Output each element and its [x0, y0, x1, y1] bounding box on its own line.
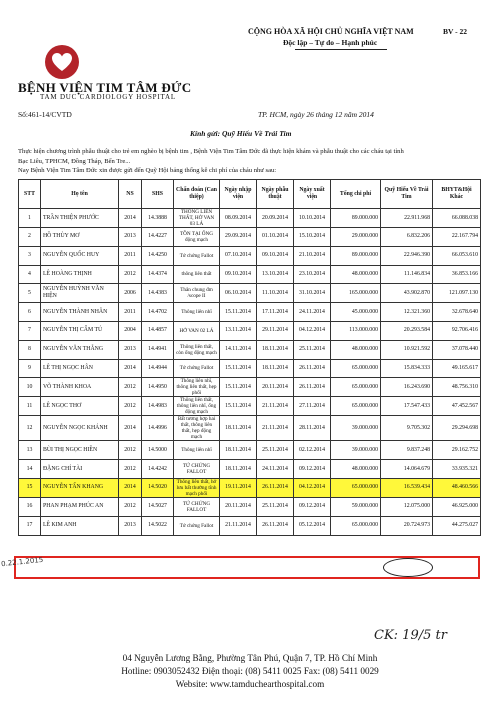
- cell-diagnosis: Thông liên nhĩ, thông liên thất, hẹp phổi: [174, 378, 220, 397]
- cell-insurance: 37.078.440: [433, 340, 481, 359]
- cell-shs: 14.3888: [142, 209, 174, 228]
- cell-insurance: 36.853.166: [433, 265, 481, 284]
- header-admit-date: Ngày nhập viện: [220, 180, 257, 209]
- cell-diagnosis: HỞ VAN 02 LÁ: [174, 321, 220, 340]
- cell-admit-date: 07.10.2014: [220, 246, 257, 265]
- cell-discharge-date: 04.12.2014: [294, 321, 331, 340]
- cell-name: LÊ THỊ NGỌC HÂN: [41, 359, 119, 378]
- table-row: [19, 246, 481, 265]
- cell-total-cost: 65.000.000: [331, 397, 381, 416]
- cell-name: NGUYỄN NGỌC KHÁNH: [41, 416, 119, 441]
- cell-surgery-date: 25.11.2014: [257, 497, 294, 516]
- cell-surgery-date: 18.11.2014: [257, 340, 294, 359]
- table-row: [19, 284, 481, 303]
- cell-insurance: 48.460.566: [433, 478, 481, 497]
- header-fund: Quỹ Hiếu Về Trái Tim: [381, 180, 433, 209]
- table-header-row: [19, 180, 481, 209]
- cell-stt: 14: [19, 460, 41, 479]
- greeting: Kính gửi: Quỹ Hiếu Về Trái Tim: [190, 129, 292, 138]
- cell-fund: 11.146.834: [381, 265, 433, 284]
- table-row: [19, 397, 481, 416]
- table-body: [19, 209, 481, 536]
- cell-diagnosis: Bất tương hợp hai thất, thông liên thất, hẹp động mạch: [174, 416, 220, 441]
- cell-shs: 14.4227: [142, 228, 174, 247]
- cell-discharge-date: 28.11.2014: [294, 416, 331, 441]
- cell-total-cost: 45.000.000: [331, 303, 381, 322]
- country-heading: CỘNG HÒA XÃ HỘI CHỦ NGHĨA VIỆT NAM: [248, 27, 414, 36]
- cell-discharge-date: 27.11.2014: [294, 397, 331, 416]
- intro-line: Thực hiện chương trình phẫu thuật cho trẻ em nghèo bị bệnh tim , Bệnh Viện Tim Tâm Đức đã thực hiện khám và phẫu thuật cho các cháu tại tỉnh: [18, 148, 404, 155]
- cell-insurance: 46.925.000: [433, 497, 481, 516]
- cell-total-cost: 113.000.000: [331, 321, 381, 340]
- cell-surgery-date: 25.11.2014: [257, 441, 294, 460]
- cell-stt: 2: [19, 228, 41, 247]
- handwritten-note: 0.22.1.2015: [0, 555, 44, 569]
- cell-name: NGUYỄN TẤN KHANG: [41, 478, 119, 497]
- cost-table: [18, 179, 481, 536]
- cell-surgery-date: 21.11.2014: [257, 416, 294, 441]
- cell-ns: 2014: [119, 209, 142, 228]
- cell-ns: 2012: [119, 441, 142, 460]
- header-diagnosis: Chẩn đoán (Can thiệp): [174, 180, 220, 209]
- cell-shs: 14.4857: [142, 321, 174, 340]
- cell-total-cost: 65.000.000: [331, 378, 381, 397]
- cell-shs: 14.4941: [142, 340, 174, 359]
- cell-ns: 2006: [119, 284, 142, 303]
- cell-insurance: 121.097.130: [433, 284, 481, 303]
- cell-fund: 15.834.333: [381, 359, 433, 378]
- cell-diagnosis: THÔNG LIÊN THẤT, HỞ VAN 03 LÁ: [174, 209, 220, 228]
- cell-diagnosis: thông liên thất: [174, 265, 220, 284]
- cell-name: TRẦN THIỆN PHƯỚC: [41, 209, 119, 228]
- cell-total-cost: 48.000.000: [331, 265, 381, 284]
- cell-stt: 3: [19, 246, 41, 265]
- cell-insurance: 66.088.038: [433, 209, 481, 228]
- footer-address: 04 Nguyễn Lương Bằng, Phường Tân Phú, Quận 7, TP. Hồ Chí Minh: [122, 653, 378, 663]
- cell-shs: 14.4250: [142, 246, 174, 265]
- cell-admit-date: 15.11.2014: [220, 378, 257, 397]
- cell-ns: 2012: [119, 397, 142, 416]
- cell-total-cost: 48.000.000: [331, 340, 381, 359]
- handwritten-signature: CK: 19/5 tr: [374, 628, 447, 643]
- cell-stt: 7: [19, 321, 41, 340]
- cell-surgery-date: 11.10.2014: [257, 284, 294, 303]
- cell-discharge-date: 09.12.2014: [294, 460, 331, 479]
- cell-fund: 10.921.592: [381, 340, 433, 359]
- cell-fund: 12.321.360: [381, 303, 433, 322]
- cell-admit-date: 21.11.2014: [220, 516, 257, 535]
- hospital-subtitle: TAM DUC CARDIOLOGY HOSPITAL: [40, 93, 176, 101]
- header-discharge-date: Ngày xuất viện: [294, 180, 331, 209]
- cell-discharge-date: 02.12.2014: [294, 441, 331, 460]
- cell-admit-date: 18.11.2014: [220, 416, 257, 441]
- cell-fund: 12.075.000: [381, 497, 433, 516]
- cell-surgery-date: 26.11.2014: [257, 516, 294, 535]
- cell-total-cost: 48.000.000: [331, 460, 381, 479]
- cell-stt: 4: [19, 265, 41, 284]
- footer: [0, 652, 500, 691]
- cell-fund: 9.705.302: [381, 416, 433, 441]
- cell-stt: 5: [19, 284, 41, 303]
- cell-stt: 12: [19, 416, 41, 441]
- cell-total-cost: 29.000.000: [331, 228, 381, 247]
- cell-ns: 2014: [119, 416, 142, 441]
- cell-name: VÕ THÀNH KHOA: [41, 378, 119, 397]
- cell-stt: 1: [19, 209, 41, 228]
- cell-diagnosis: Tứ chứng Fallot: [174, 516, 220, 535]
- cell-insurance: 49.165.617: [433, 359, 481, 378]
- cell-stt: 11: [19, 397, 41, 416]
- table-row: [19, 265, 481, 284]
- cell-fund: 16.243.690: [381, 378, 433, 397]
- cell-diagnosis: Thông liên nhĩ: [174, 441, 220, 460]
- intro-line: Nay Bệnh Viện Tim Tâm Đức xin được gửi đến Quỹ Hội bảng thống kê chi phí của cháu như sau:: [18, 167, 277, 175]
- cell-name: LÊ NGỌC THƠ: [41, 397, 119, 416]
- cell-name: PHAN PHẠM PHÚC AN: [41, 497, 119, 516]
- intro-line: Bạc Liêu, TPHCM, Đồng Tháp, Bến Tre...: [18, 157, 131, 165]
- cell-total-cost: 39.000.000: [331, 441, 381, 460]
- cell-admit-date: 29.09.2014: [220, 228, 257, 247]
- cell-total-cost: 65.000.000: [331, 359, 381, 378]
- cell-name: NGUYỄN THỊ CẨM TÚ: [41, 321, 119, 340]
- cell-surgery-date: 17.11.2014: [257, 303, 294, 322]
- table-row: [19, 303, 481, 322]
- cell-name: LÊ HOÀNG THỊNH: [41, 265, 119, 284]
- cell-admit-date: 14.11.2014: [220, 340, 257, 359]
- cell-stt: 6: [19, 303, 41, 322]
- cell-surgery-date: 20.11.2014: [257, 378, 294, 397]
- cell-total-cost: 39.000.000: [331, 416, 381, 441]
- cell-diagnosis: TỨ CHỨNG FALLOT: [174, 460, 220, 479]
- header-stt: STT: [19, 180, 41, 209]
- cell-diagnosis: Tứ chứng Fallot: [174, 359, 220, 378]
- cell-ns: 2013: [119, 228, 142, 247]
- cell-diagnosis: TỨ CHỨNG FALLOT: [174, 497, 220, 516]
- cell-admit-date: 08.09.2014: [220, 209, 257, 228]
- cell-discharge-date: 25.11.2014: [294, 340, 331, 359]
- cell-insurance: 66.053.610: [433, 246, 481, 265]
- cell-insurance: 48.756.310: [433, 378, 481, 397]
- cell-shs: 14.5020: [142, 478, 174, 497]
- table-row: [19, 228, 481, 247]
- intro-paragraph: [18, 147, 480, 176]
- cell-fund: 16.539.434: [381, 478, 433, 497]
- footer-website: Website: www.tamduchearthospital.com: [175, 679, 325, 689]
- cell-name: BÙI THỊ NGỌC HIỀN: [41, 441, 119, 460]
- cell-diagnosis: Thông liên nhĩ: [174, 303, 220, 322]
- cell-shs: 14.4374: [142, 265, 174, 284]
- table-row: [19, 359, 481, 378]
- cell-fund: 22.911.968: [381, 209, 433, 228]
- cell-surgery-date: 20.09.2014: [257, 209, 294, 228]
- cell-shs: 14.4242: [142, 460, 174, 479]
- cell-admit-date: 18.11.2014: [220, 460, 257, 479]
- cell-shs: 14.4944: [142, 359, 174, 378]
- cell-surgery-date: 01.10.2014: [257, 228, 294, 247]
- cell-name: NGUYỄN QUỐC HUY: [41, 246, 119, 265]
- table-row: [19, 416, 481, 441]
- cell-insurance: 29.162.752: [433, 441, 481, 460]
- cell-fund: 43.902.870: [381, 284, 433, 303]
- table-row: [19, 340, 481, 359]
- cell-insurance: 33.935.321: [433, 460, 481, 479]
- header-shs: SHS: [142, 180, 174, 209]
- cell-discharge-date: 10.10.2014: [294, 209, 331, 228]
- cell-discharge-date: 31.10.2014: [294, 284, 331, 303]
- table-row-highlighted: [19, 478, 481, 497]
- table-row: [19, 209, 481, 228]
- cell-name: LÊ KIM ANH: [41, 516, 119, 535]
- hospital-name: BỆNH VIỆN TIM TÂM ĐỨC: [18, 80, 192, 95]
- cell-surgery-date: 26.11.2014: [257, 478, 294, 497]
- cell-diagnosis: Tứ chứng Fallot: [174, 246, 220, 265]
- cell-admit-date: 19.11.2014: [220, 478, 257, 497]
- cell-discharge-date: 26.11.2014: [294, 378, 331, 397]
- cell-admit-date: 15.11.2014: [220, 303, 257, 322]
- circled-amount: [383, 558, 433, 577]
- cell-admit-date: 15.11.2014: [220, 359, 257, 378]
- cell-shs: 14.4383: [142, 284, 174, 303]
- cell-fund: 17.547.433: [381, 397, 433, 416]
- cell-diagnosis: TỒN TẠI ỐNG động mạch: [174, 228, 220, 247]
- cell-admit-date: 06.10.2014: [220, 284, 257, 303]
- cell-discharge-date: 24.11.2014: [294, 303, 331, 322]
- cell-ns: 2013: [119, 516, 142, 535]
- cell-insurance: 92.706.416: [433, 321, 481, 340]
- cell-diagnosis: Thông liên thất, hở lưu bất thường tĩnh mạch phổi: [174, 478, 220, 497]
- cell-shs: 14.4996: [142, 416, 174, 441]
- cell-discharge-date: 21.10.2014: [294, 246, 331, 265]
- header-insurance: BHYT&Hội Khác: [433, 180, 481, 209]
- cell-diagnosis: Thân chung đm /scope II: [174, 284, 220, 303]
- cell-total-cost: 165.000.000: [331, 284, 381, 303]
- cell-name: HỒ THÙY MƠ: [41, 228, 119, 247]
- cell-ns: 2014: [119, 359, 142, 378]
- table-row: [19, 321, 481, 340]
- cell-ns: 2013: [119, 340, 142, 359]
- cell-insurance: 29.294.698: [433, 416, 481, 441]
- cell-name: ĐẶNG CHÍ TÀI: [41, 460, 119, 479]
- cell-total-cost: 65.000.000: [331, 516, 381, 535]
- cell-fund: 20.293.584: [381, 321, 433, 340]
- table-row: [19, 441, 481, 460]
- footer-contact: Hotline: 0903052432 Điện thoại: (08) 5411 0025 Fax: (08) 5411 0029: [121, 666, 379, 676]
- cell-fund: 6.832.206: [381, 228, 433, 247]
- cell-ns: 2011: [119, 246, 142, 265]
- cell-ns: 2012: [119, 497, 142, 516]
- cell-ns: 2011: [119, 303, 142, 322]
- cell-stt: 13: [19, 441, 41, 460]
- cell-fund: 20.724.973: [381, 516, 433, 535]
- cell-discharge-date: 05.12.2014: [294, 516, 331, 535]
- header-total-cost: Tổng chi phí: [331, 180, 381, 209]
- cell-stt: 9: [19, 359, 41, 378]
- cell-stt: 17: [19, 516, 41, 535]
- national-motto: Độc lập – Tự do – Hạnh phúc: [283, 38, 378, 47]
- cell-admit-date: 13.11.2014: [220, 321, 257, 340]
- cell-admit-date: 20.11.2014: [220, 497, 257, 516]
- cell-shs: 14.4950: [142, 378, 174, 397]
- cell-name: NGUYỄN THÀNH NHÂN: [41, 303, 119, 322]
- date-line: TP. HCM, ngày 26 tháng 12 năm 2014: [258, 110, 374, 119]
- cell-shs: 14.4983: [142, 397, 174, 416]
- cell-total-cost: 89.000.000: [331, 209, 381, 228]
- cell-ns: 2014: [119, 478, 142, 497]
- cell-surgery-date: 09.10.2014: [257, 246, 294, 265]
- cell-stt: 16: [19, 497, 41, 516]
- cell-stt: 10: [19, 378, 41, 397]
- cell-stt: 15: [19, 478, 41, 497]
- cell-insurance: 44.275.027: [433, 516, 481, 535]
- hospital-logo-icon: [44, 44, 80, 80]
- cell-total-cost: 65.000.000: [331, 478, 381, 497]
- cell-total-cost: 59.000.000: [331, 497, 381, 516]
- cell-fund: 22.946.390: [381, 246, 433, 265]
- motto-underline: [295, 49, 387, 50]
- cell-surgery-date: 21.11.2014: [257, 397, 294, 416]
- table-row: [19, 378, 481, 397]
- cell-surgery-date: 29.11.2014: [257, 321, 294, 340]
- cell-ns: 2012: [119, 460, 142, 479]
- cell-admit-date: 15.11.2014: [220, 397, 257, 416]
- form-code: BV - 22: [443, 27, 468, 36]
- cell-fund: 9.837.248: [381, 441, 433, 460]
- cell-surgery-date: 13.10.2014: [257, 265, 294, 284]
- cell-diagnosis: Thông liên thất, còn ống động mạch: [174, 340, 220, 359]
- cell-shs: 14.5027: [142, 497, 174, 516]
- cell-ns: 2012: [119, 265, 142, 284]
- cell-discharge-date: 04.12.2014: [294, 478, 331, 497]
- cell-discharge-date: 09.12.2014: [294, 497, 331, 516]
- cell-name: NGUYỄN HUỲNH VĂN HIỆN: [41, 284, 119, 303]
- cell-admit-date: 09.10.2014: [220, 265, 257, 284]
- cell-stt: 8: [19, 340, 41, 359]
- cell-fund: 14.064.679: [381, 460, 433, 479]
- cell-insurance: 32.678.640: [433, 303, 481, 322]
- cell-shs: 14.5022: [142, 516, 174, 535]
- cell-ns: 2004: [119, 321, 142, 340]
- header-surgery-date: Ngày phẫu thuật: [257, 180, 294, 209]
- cell-shs: 14.5000: [142, 441, 174, 460]
- cell-shs: 14.4702: [142, 303, 174, 322]
- cell-surgery-date: 18.11.2014: [257, 359, 294, 378]
- cell-admit-date: 18.11.2014: [220, 441, 257, 460]
- cell-total-cost: 89.000.000: [331, 246, 381, 265]
- header-name: Họ tên: [41, 180, 119, 209]
- cell-ns: 2012: [119, 378, 142, 397]
- table-row: [19, 497, 481, 516]
- table-row: [19, 460, 481, 479]
- table-row: [19, 516, 481, 535]
- cell-discharge-date: 15.10.2014: [294, 228, 331, 247]
- cell-discharge-date: 26.11.2014: [294, 359, 331, 378]
- header-ns: NS: [119, 180, 142, 209]
- cell-insurance: 47.452.567: [433, 397, 481, 416]
- cell-name: NGUYỄN VĂN THẮNG: [41, 340, 119, 359]
- cell-insurance: 22.167.794: [433, 228, 481, 247]
- cell-diagnosis: Thông liên thất, thông liên nhĩ, ống động mạch: [174, 397, 220, 416]
- document-number: Số:461-14/CVTD: [18, 110, 72, 119]
- cell-surgery-date: 24.11.2014: [257, 460, 294, 479]
- cell-discharge-date: 23.10.2014: [294, 265, 331, 284]
